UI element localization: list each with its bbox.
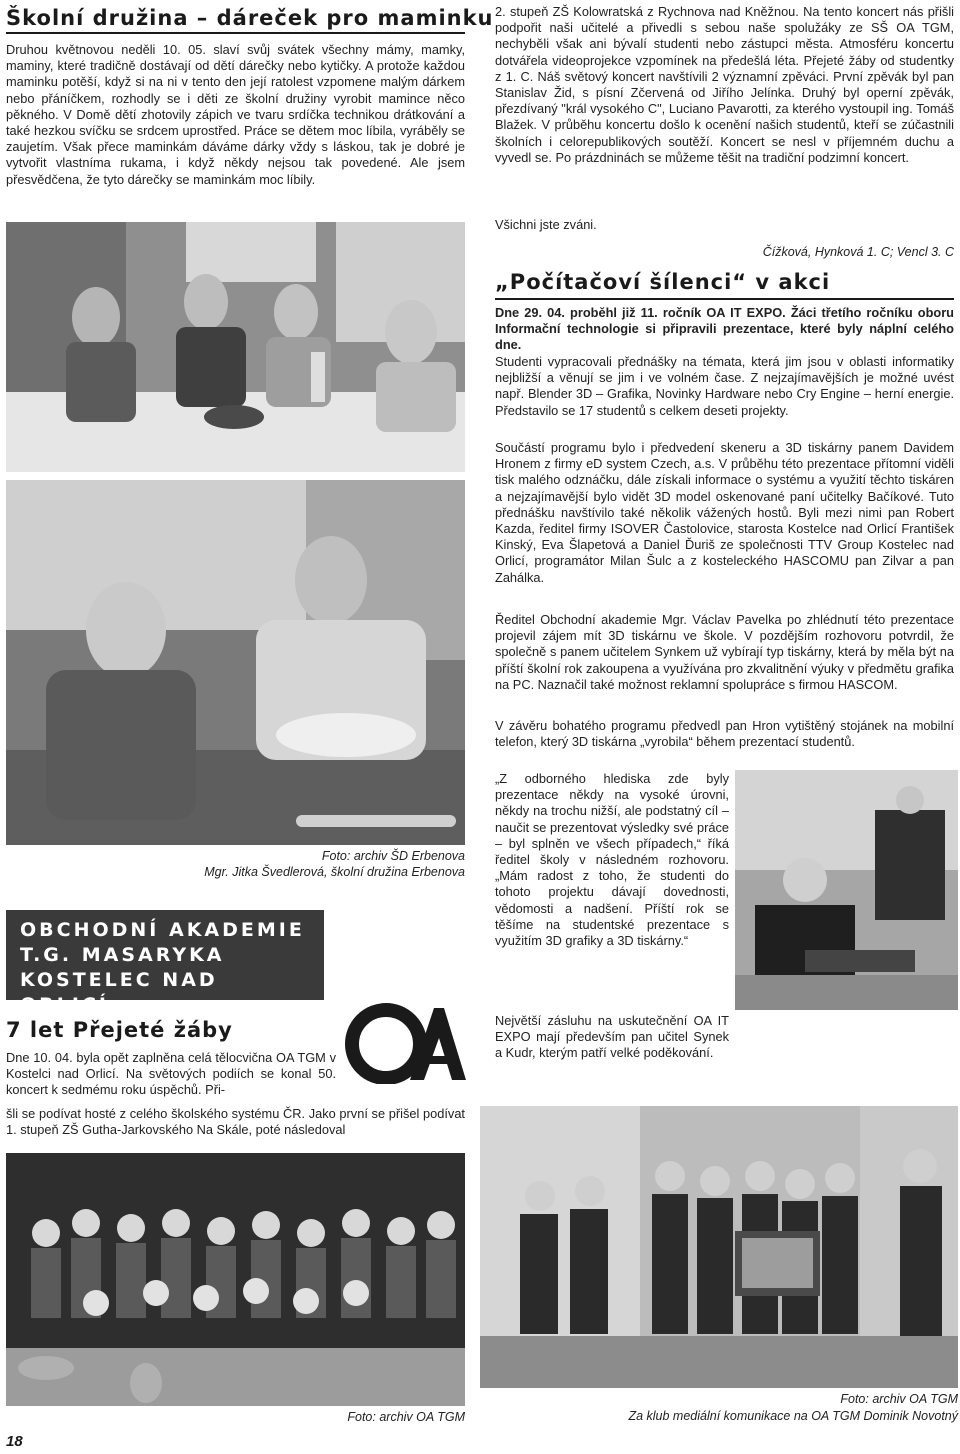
concert-invitation: Všichni jste zváni. (495, 217, 597, 232)
photo-children-crafts-1 (6, 222, 465, 472)
oa-logo (340, 1002, 466, 1084)
it-expo-title: „Počítačoví šílenci“ v akci (495, 270, 831, 294)
photo-credit-band: Foto: archiv OA TGM (347, 1410, 465, 1424)
photo-children-crafts-2 (6, 480, 465, 845)
article-author: Mgr. Jitka Švedlerová, školní družina Erbenova (204, 865, 465, 879)
it-expo-p2: Součástí programu bylo i předvedení skeneru a 3D tiskárny panem Davidem Hronem z firmy eD system Czech, a.s. V průběhu této prezentace přítomní viděli tisk malého odznáčku, dále získali informace o systému a využití těchto tiskáren a nejzajímavější bylo vidět 3D model oskenované paní učitelky Bačíkové. Tuto přednášku navštívilo také několik vážených hostů. Byli mezi nimi pan Robert Kazda, ředitel firmy ISOVER Častolovice, starosta Kostelce nad Orlicí František Kinský, Eva Šlapetová a Daniel Ďuriš ze společnosti TTV Group Kostelec nad Orlicí, programátor Milan Šulc a z kosteleckého HASCOMU pan Zilvar a pan Zahálka. (495, 440, 954, 585)
article-title-family: Školní družina – dáreček pro maminku (6, 6, 494, 30)
school-name-line-1: OBCHODNÍ AKADEMIE (20, 919, 305, 941)
it-expo-lead: Dne 29. 04. proběhl již 11. ročník OA IT EXPO. Žáci třetího ročníku oboru Informační technologie si připravili prezentace, které byly náplní celého dne. (495, 305, 954, 353)
it-expo-p3: Ředitel Obchodní akademie Mgr. Václav Pavelka po zhlédnutí této prezentace projevil zájem mít 3D tiskárnu ve škole. V pozdějším rozhovoru potvrdil, že společně s panem učitelem Synkem už vybírají typ tiskárny, která by měla být na příští školní rok zakoupena a využívána pro zkvalitnění výuky v předmětu grafika na PC. Naznačil také možnost reklamní spolupráce s firmou HASCOM. (495, 612, 954, 692)
photo-credit-it: Foto: archiv OA TGM (840, 1392, 958, 1406)
subheading-concert: 7 let Přejeté žáby (6, 1018, 233, 1042)
photo-author-it: Za klub mediální komunikace na OA TGM Dominik Novotný (628, 1409, 958, 1423)
school-name-line-3: KOSTELEC NAD ORLICÍ (20, 969, 218, 1016)
school-name-banner (6, 910, 324, 1016)
it-expo-quote: „Z odborného hlediska zde byly prezentace někdy na vysoké úrovni, někdy na trochu nižší, ale podstatný cíl – naučit se prezentovat výsledky své práce – byl splněn ve všech případech,“ říká ředitel školy v následném rozhovoru. „Mám radost z toho, že studenti do tohoto projektu dávají dovednosti, vědomosti a nadšení. Příští rok se těšíme na studentské prezentace s využitím 3D grafiky a 3D tiskárny.“ (495, 771, 729, 949)
title-underline (6, 32, 465, 34)
it-expo-p4: V závěru bohatého programu předvedl pan Hron vytištěný stojánek na mobilní telefon, který 3D tiskárna „vyrobila“ během prezentací studentů. (495, 718, 954, 750)
concert-body-continued: 2. stupeň ZŠ Kolowratská z Rychnova nad Kněžnou. Na tento koncert nás přišli podpořit naši učitelé a přivedli s sebou naše spolužáky ze SŠ OA TGM, nechyběli však ani bývalí studenti nebo zástupci města. Atmosféru koncertu dotvářela videoprojekce vzpomínek na předešlá léta. Přejeté žáby od studentky z 1. C. Náš světový koncert navštívili 2 významní zpěváci. První zpěvák byl pan Stanislav Žid, s písní Zčervená od Jiřího Jelínka. Druhý byl operní zpěvák, přezdívaný "král vysokého C", Luciano Pavarotti, za kterého vystoupil ing. Tomáš Blažek. V průběhu koncertu došlo k ocenění našich studentů, kteří se zúčastnili školních i celorepublikových soutěží. Koncert se nesl v příjemném duchu a vyvedl se. Po prázdninách se můžeme těšit na tradiční podzimní koncert. (495, 4, 954, 165)
school-name-line-2: T.G. MASARYKA (20, 944, 225, 966)
photo-it-expo-presentation (735, 770, 958, 1010)
article-body-family: Druhou květnovou neděli 10. 05. slaví svůj svátek všechny mámy, mamky, maminy, které tradičně dostávají od dětí dárečky nebo kytičky. A protože každou maminku potěší, když si na ni v tento den její ratolest vzpomene malým dárkem nebo přáníčkem, rozhodly se i děti ze školní družiny vyrobit mamince něco pěkného. V Domě dětí zhotovily zápich ve tvaru srdíčka technikou drátkování a také hezkou svíčku se srdcem uprostřed. Práce se dětem moc líbila, vyráběly se zaujetím. Však přece maminkám dáváme dárky vždy s láskou, tak je dobré je vytvořit vlastníma rukama, i když někdy nejsou tak povedené. Ale jsem přesvědčena, že tyto dárečky se maminkám moc líbily. (6, 42, 465, 187)
concert-signature: Čížková, Hynková 1. C; Vencl 3. C (762, 245, 954, 259)
page-number: 18 (6, 1433, 23, 1450)
concert-body-start-2: šli se podívat hosté z celého školského systému ČR. Jako první se přišel podívat 1. stupeň ZŠ Gutha-Jarkovského Na Skále, poté následoval (6, 1106, 465, 1138)
it-title-underline (495, 298, 954, 300)
concert-body-start-1: Dne 10. 04. byla opět zaplněna celá tělocvična OA TGM v Kostelci nad Orlicí. Na světových podiích se konal 50. koncert k sedmému roku úspěchů. Při- (6, 1050, 336, 1098)
photo-band-group (6, 1153, 465, 1406)
photo-credit-sd: Foto: archiv ŠD Erbenova (321, 849, 465, 863)
it-expo-p1: Studenti vypracovali přednášky na témata, která jim jsou v oblasti informatiky nejbližší a věnují se jim i ve volném čase. Z nejzajímavějších je možné uvést např. Blender 3D – Grafika, Novinky Hardware nebo Cry Engine – herní energie. Představilo se 17 studentů s celkem deseti projekty. (495, 354, 954, 418)
photo-it-expo-audience (480, 1106, 958, 1388)
it-expo-thanks: Největší zásluhu na uskutečnění OA IT EXPO mají především pan učitel Synek a Kudr, kterým patří velké poděkování. (495, 1013, 729, 1061)
